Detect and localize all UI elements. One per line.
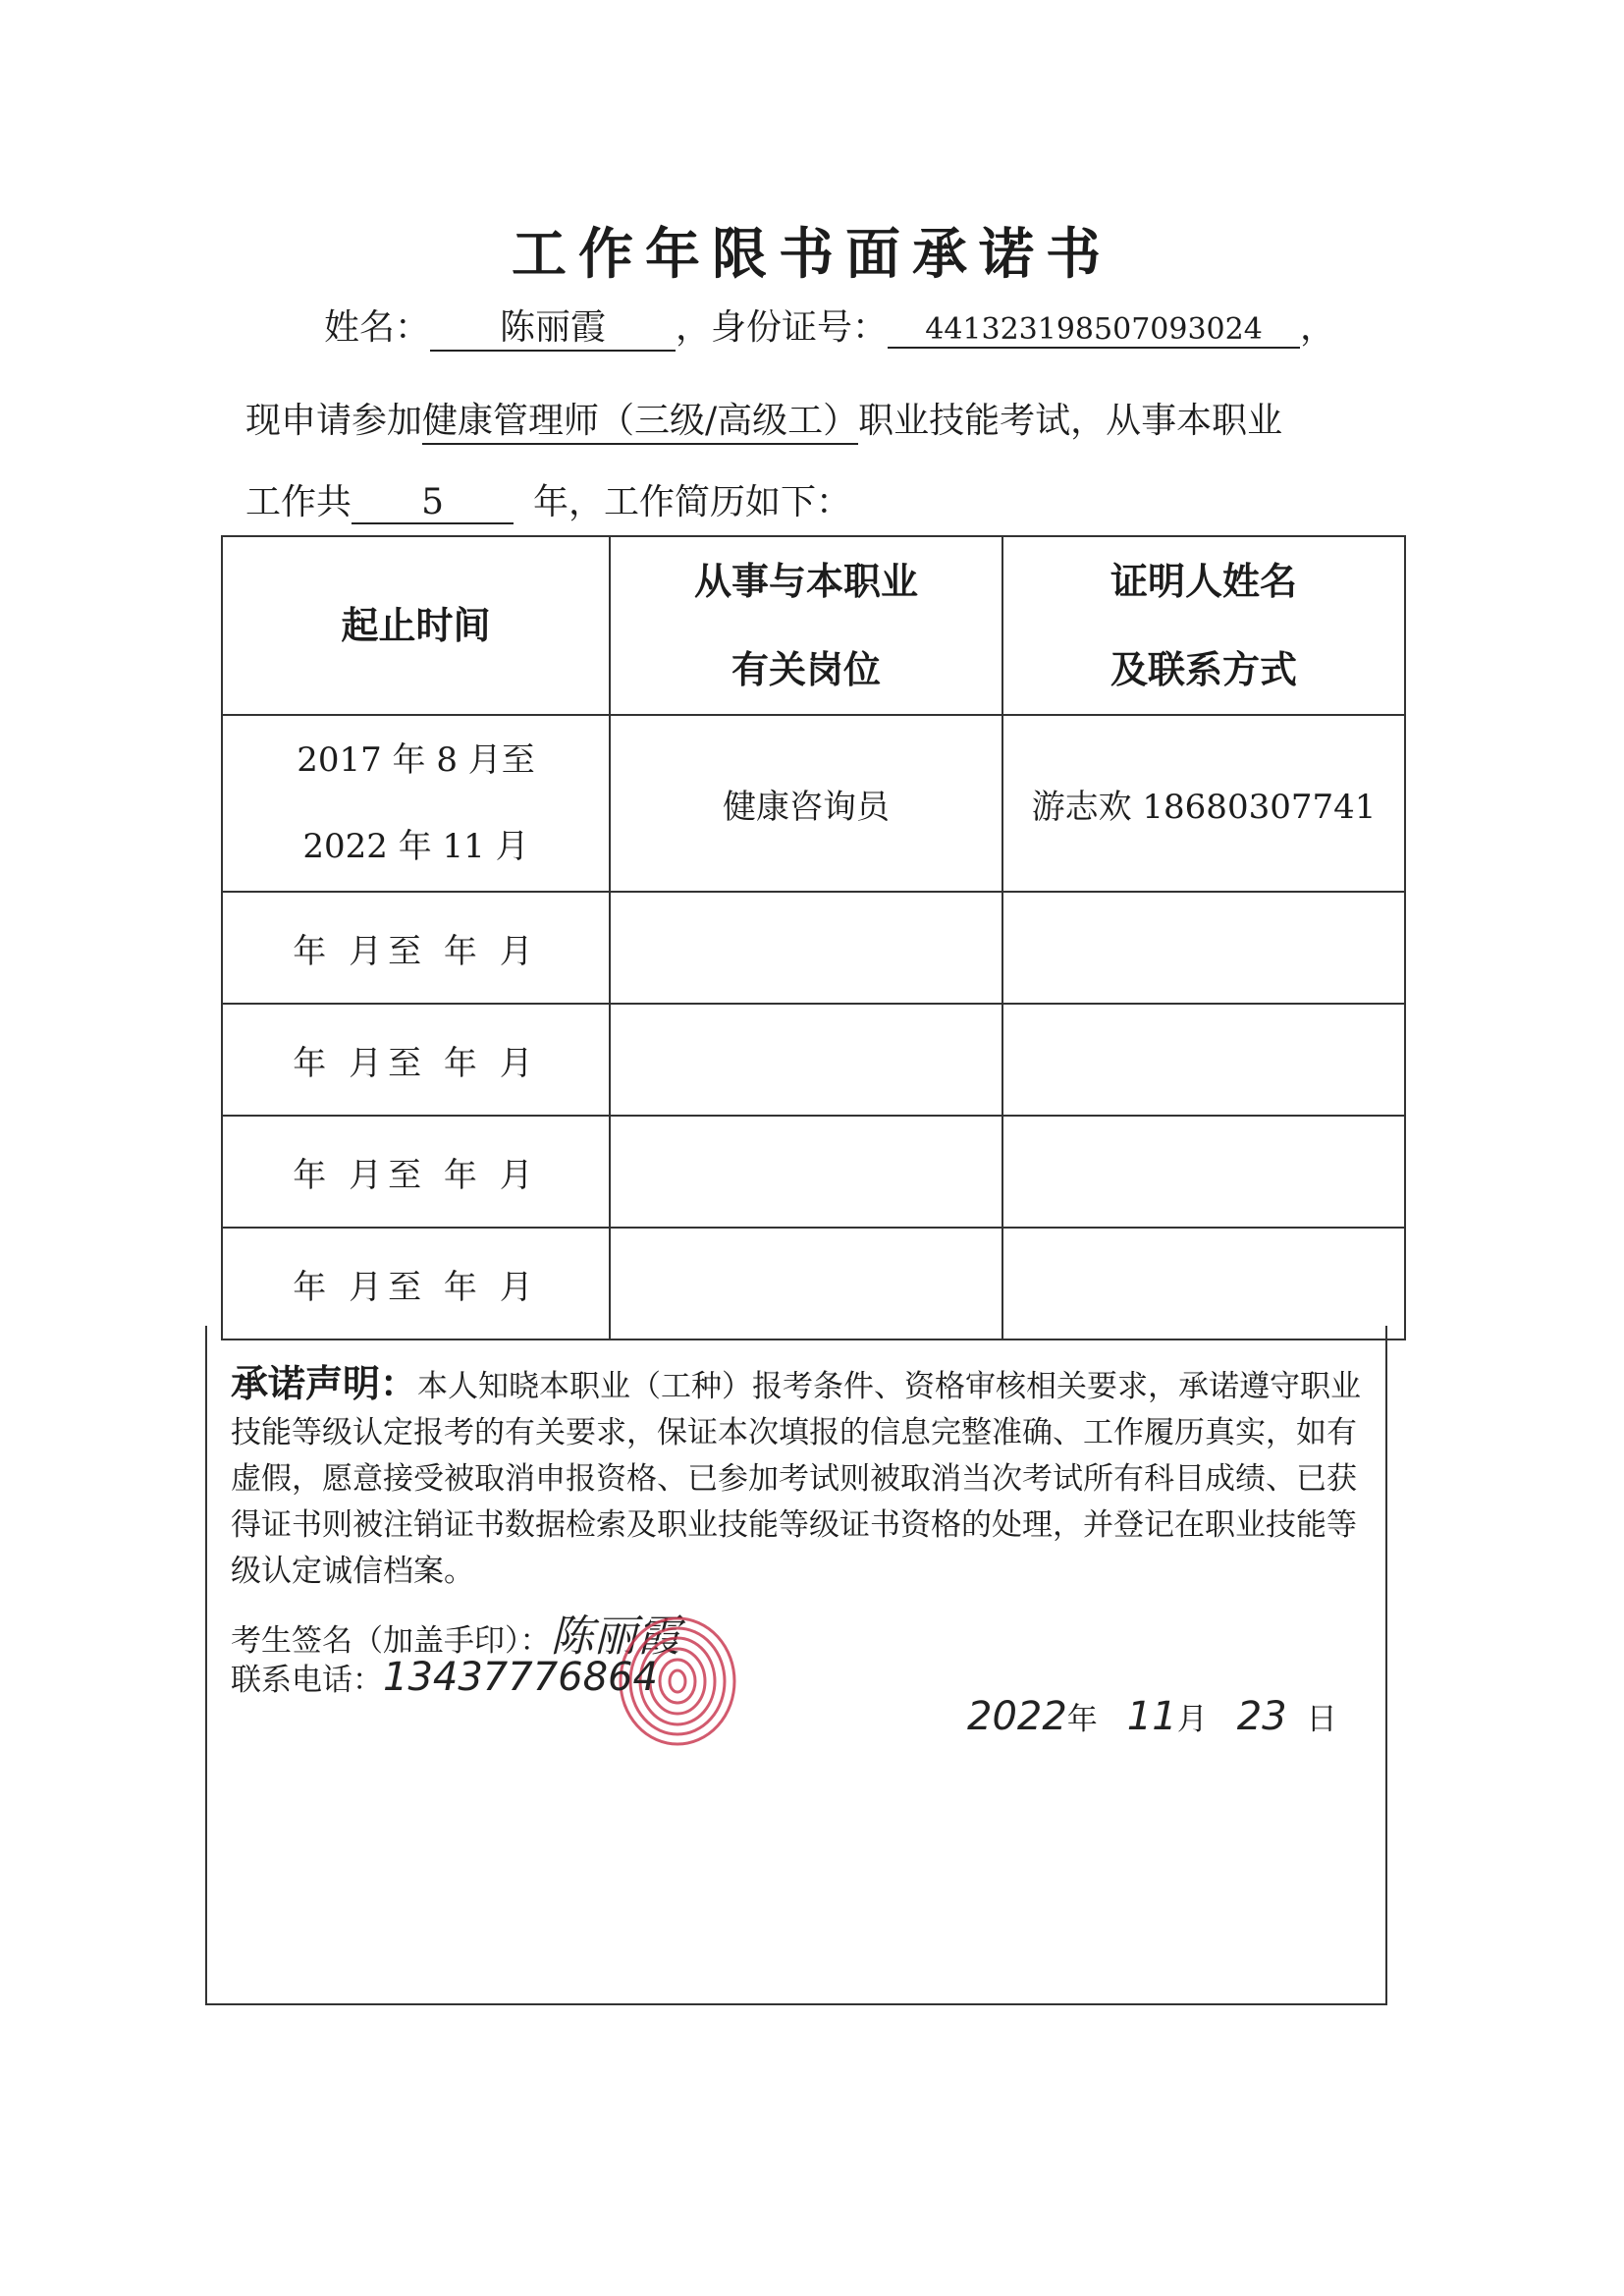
signature[interactable]: 陈丽霞 bbox=[550, 1612, 680, 1662]
position-cell[interactable] bbox=[610, 1228, 1002, 1339]
header-position bbox=[610, 536, 1002, 715]
occupation-field[interactable]: 健康管理师（三级/高级工） bbox=[422, 393, 858, 445]
time-cell[interactable]: 年 月至 年 月 bbox=[222, 1004, 610, 1116]
id-label: ，身份证号： bbox=[676, 307, 889, 348]
witness-cell[interactable] bbox=[1002, 1228, 1405, 1339]
date-year-unit: 年 bbox=[1066, 1702, 1098, 1737]
header-witness bbox=[1002, 536, 1405, 715]
witness-cell[interactable] bbox=[1002, 892, 1405, 1004]
apply-prefix: 现申请参加 bbox=[245, 401, 423, 441]
id-number-field[interactable]: 441323198507093024 bbox=[888, 312, 1300, 349]
phone-row bbox=[231, 1655, 658, 1700]
position-cell[interactable]: 健康咨询员 bbox=[610, 715, 1002, 892]
table-row bbox=[222, 715, 1405, 892]
statement-label: 承诺声明： bbox=[231, 1361, 418, 1405]
table-row bbox=[222, 1004, 1405, 1116]
years-prefix: 工作共 bbox=[245, 482, 352, 522]
table-header-row bbox=[222, 536, 1405, 715]
date-day[interactable]: 23 bbox=[1236, 1694, 1287, 1739]
date-year[interactable]: 2022 bbox=[967, 1694, 1067, 1739]
phone-label: 联系电话： bbox=[231, 1663, 383, 1698]
header-witness-line1: 证明人姓名 bbox=[1110, 559, 1297, 603]
table-row bbox=[222, 1228, 1405, 1339]
time-line1: 2017 年 8 月至 bbox=[297, 740, 535, 780]
work-history-table bbox=[221, 535, 1406, 1340]
years-field[interactable]: 5 bbox=[352, 482, 514, 524]
witness-cell[interactable] bbox=[1002, 1004, 1405, 1116]
applicant-line bbox=[324, 300, 1335, 352]
date-row bbox=[967, 1694, 1337, 1739]
phone[interactable]: 13437776864 bbox=[383, 1655, 658, 1700]
table-row bbox=[222, 892, 1405, 1004]
position-cell[interactable] bbox=[610, 1116, 1002, 1228]
header-position-line2: 有关岗位 bbox=[731, 647, 881, 691]
witness-cell[interactable]: 游志欢 18680307741 bbox=[1002, 715, 1405, 892]
table-row bbox=[222, 1116, 1405, 1228]
witness-cell[interactable] bbox=[1002, 1116, 1405, 1228]
apply-suffix: 职业技能考试，从事本职业 bbox=[858, 401, 1283, 441]
time-cell[interactable] bbox=[222, 715, 610, 892]
header-witness-line2: 及联系方式 bbox=[1110, 647, 1297, 691]
name-label: 姓名： bbox=[324, 307, 431, 348]
header-time: 起止时间 bbox=[222, 536, 610, 715]
time-cell[interactable]: 年 月至 年 月 bbox=[222, 1116, 610, 1228]
position-cell[interactable] bbox=[610, 1004, 1002, 1116]
years-line bbox=[245, 474, 851, 524]
years-suffix: 年，工作简历如下： bbox=[533, 482, 852, 522]
date-month[interactable]: 11 bbox=[1126, 1694, 1177, 1739]
signature-label: 考生签名（加盖手印）： bbox=[231, 1623, 551, 1659]
id-suffix: ， bbox=[1300, 307, 1336, 348]
date-month-unit: 月 bbox=[1176, 1702, 1208, 1737]
statement-text bbox=[231, 1360, 1370, 1595]
statement-body: 本人知晓本职业（工种）报考条件、资格审核相关要求，承诺遵守职业技能等级认定报考的有关要求，保证本次填报的信息完整准确、工作履历真实，如有虚假，愿意接受被取消申报资格、已参加考试则被取消当次考试所有科目成绩、已获得证书则被注销证书数据检索及职业技能等级证书资格的处理，并登记在职业技能等级认定诚信档案。 bbox=[231, 1369, 1362, 1589]
name-field[interactable]: 陈丽霞 bbox=[430, 300, 676, 352]
position-cell[interactable] bbox=[610, 892, 1002, 1004]
date-day-unit: 日 bbox=[1306, 1702, 1337, 1737]
application-line bbox=[245, 393, 1282, 445]
time-line2: 2022 年 11 月 bbox=[302, 827, 529, 866]
document-title: 工作年限书面承诺书 bbox=[512, 222, 1112, 287]
time-cell[interactable]: 年 月至 年 月 bbox=[222, 1228, 610, 1339]
time-cell[interactable]: 年 月至 年 月 bbox=[222, 892, 610, 1004]
header-position-line1: 从事与本职业 bbox=[693, 559, 918, 603]
